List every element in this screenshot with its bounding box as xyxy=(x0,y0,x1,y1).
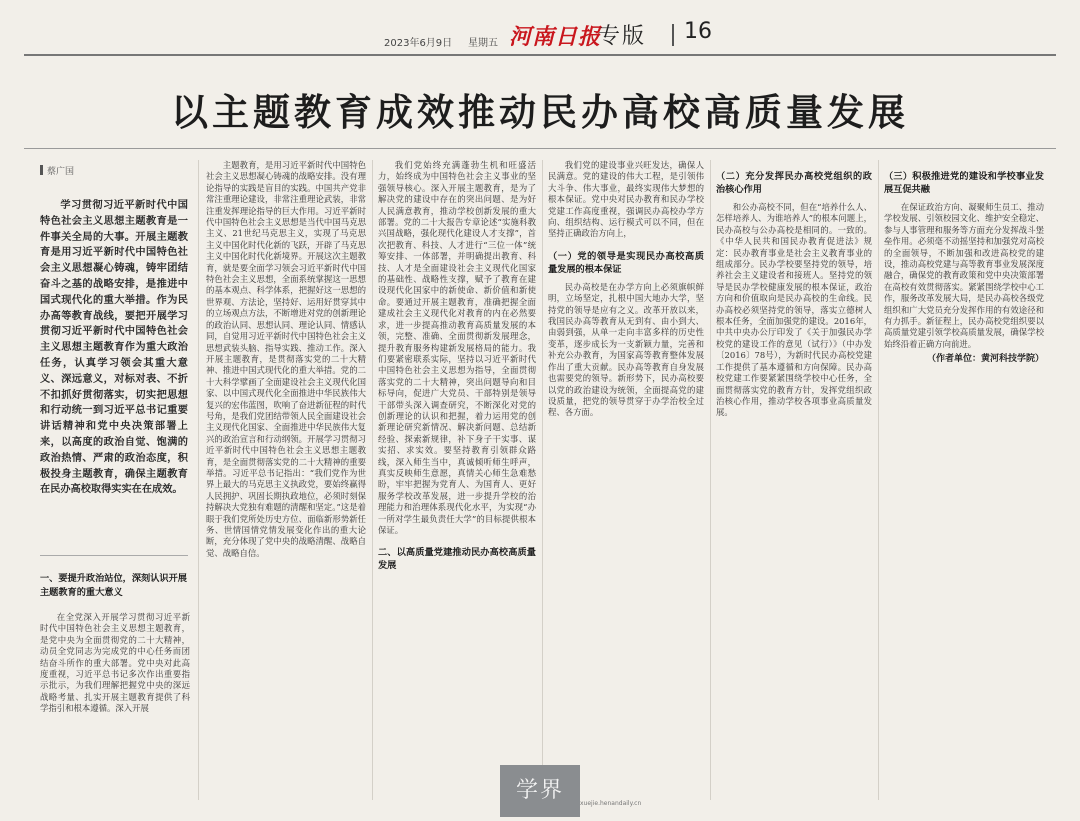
masthead xyxy=(24,18,1056,52)
column-2 xyxy=(206,160,366,810)
author-name: 蔡广国 xyxy=(47,167,75,177)
issue-weekday: 星期五 xyxy=(468,38,498,49)
column-6-text: 在保证政治方向、凝聚师生员工、推动学校发展、引领校园文化、维护安全稳定、参与人事管理和服务等方面充分发挥战斗堡垒作用。必须毫不动摇坚持和加强党对高校的全面领导，不断加强和改进高校党的建设，推动高校党建与高等教育事业发展深度融合，确保党的教育政策和党中央决策部署在高校有效贯彻落实。紧紧围绕学校中心工作，服务改革发展大局，是民办高校各级党组织和广大党员充分发挥作用的有效途径和有力抓手。新征程上，民办高校党组织要以高质量党建引领学校高质量发展，确保学校始终沿着正确方向前进。 xyxy=(884,202,1044,349)
column-1-text: 在全党深入开展学习贯彻习近平新时代中国特色社会主义思想主题教育，是党中央为全面贯彻党的二十大精神，动员全党同志为完成党的中心任务而团结奋斗所作的重大部署。党中央对此高度重视，习近平总书记多次作出重要指示批示，为我们理解把握党中央的深远战略考量、扎实开展主题教育提供了科学指引和根本遵循。深入开展 xyxy=(40,612,190,714)
byline-bar xyxy=(40,165,43,175)
column-stamp: 学界 xyxy=(500,765,580,817)
column-divider xyxy=(372,160,373,800)
column-5 xyxy=(716,160,872,810)
author-byline xyxy=(40,164,74,177)
issue-date: 2023年6月9日 xyxy=(384,38,453,49)
column-4 xyxy=(548,160,704,810)
section-label: 专版 xyxy=(598,24,647,49)
section-2b-heading: （二）充分发挥民办高校党组织的政治核心作用 xyxy=(716,171,872,195)
column-divider xyxy=(878,160,879,800)
section-2-heading: 二、以高质量党建推动民办高校高质量发展 xyxy=(378,547,536,572)
intro-text: 学习贯彻习近平新时代中国特色社会主义思想主题教育是一件事关全局的大事。开展主题教育是用习近平新时代中国特色社会主义思想凝心铸魂，铸牢团结奋斗之基的战略安排，是推进中国式现代化的重大举措。作为民办高等教育战线，要把开展学习贯彻习近平新时代中国特色社会主义思想主题教育作为重大政治任务，认真学习领会其重大意义、深远意义，对标对表、不折不扣抓好贯彻落实，切实把思想和行动统一到习近平总书记重要讲话精神和党中央决策部署上来，以高度的政治自觉、饱满的政治热情、严肃的政治态度，积极投身主题教育，确保主题教育在民办高校取得实实在在成效。 xyxy=(40,200,188,496)
masthead-rule xyxy=(24,54,1056,56)
column-1-body xyxy=(40,612,190,762)
column-3-text: 我们党始终充满蓬勃生机和旺盛活力，始终成为中国特色社会主义事业的坚强领导核心。深入开展主题教育，是为了解决党的建设中存在的突出问题、是为好人民满意教育，推动学校创新发展的重大部署。党的二十大报告专章论述“实施科教兴国战略，强化现代化建设人才支撑”，首次把教育、科技、人才进行“三位一体”统筹安排、一体部署，并明确提出教育、科技、人才是全面建设社会主义现代化国家的基础性、战略性支撑，赋予了教育在建设现代化国家中的新使命、新价值和新使命。要通过开展主题教育，准确把握全面建成社会主义现代化对教育的内在必然要求，进一步提高推动教育高质量发展的本领，完整、准确、全面贯彻新发展理念，提升教育服务构建新发展格局的能力。我们要紧密联系实际，坚持以习近平新时代中国特色社会主义思想为指导，全面贯彻落实党的二十大精神，突出问题导向和目标导向，促进广大党员、干部特别是领导干部带头深入调查研究，不断深化对党的创新理论的认识和把握，着力运用党的创新理论研究新情况、解决新问题、总结新经验、探索新规律，补下身子干实事、谋实招、求实效。要坚持教育引领群众路线，深入师生当中，真诚倾听师生呼声，真实反映师生意愿，真情关心师生急难愁盼，牢牢把握为党育人、为国育人、更好服务学校改革发展，进一步提升学校的治理能力和治理体系现代化水平，为实现“办一所对学生最负责任大学”的目标提供根本保证。 xyxy=(378,160,536,535)
paper-logo: 河南日报 xyxy=(509,24,602,50)
column-2-text: 主题教育，是用习近平新时代中国特色社会主义思想凝心铸魂的战略安排。没有理论指导的实践是盲目的实践。中国共产党非常注重理论建设，非常注重理论武装，非常注重发挥理论指导的巨大作用。习近平新时代中国特色社会主义思想是当代中国马克思主义、21世纪马克思主义，实现了马克思主义中国化时代化新的飞跃，开辟了马克思主义中国化时代化新境界。开展这次主题教育，就是要全面学习领会习近平新时代中国特色社会主义思想，全面系统掌握这一思想的基本观点、科学体系，把握好这一思想的世界观、方法论，坚持好、运用好贯穿其中的立场观点方法，不断增进对党的创新理论的政治认同、思想认同、理论认同、情感认同，自觉用习近平新时代中国特色社会主义思想武装头脑、指导实践、推动工作。深入开展主题教育，是贯彻落实党的二十大精神、推进中国式现代化的重大举措。党的二十大科学擘画了全面建设社会主义现代化国家、以中国式现代化全面推进中华民族伟大复兴的宏伟蓝图，吹响了奋进新征程的时代号角，是我们党团结带领人民全面建设社会主义现代化国家、全面推进中华民族伟大复兴的政治宣言和行动纲领。开展学习贯彻习近平新时代中国特色社会主义思想主题教育，是全面贯彻落实党的二十大精神的重要举措。习近平总书记指出：“我们党作为世界上最大的马克思主义执政党，要始终赢得人民拥护、巩固长期执政地位，必须时刻保持解决大党独有难题的清醒和坚定。”这是着眼于我们党所处历史方位、面临新形势新任务、世情国情党情发展变化作出的重大论断，充分体现了党中央的战略清醒、战略自觉、战略自信。 xyxy=(206,160,366,558)
column-divider xyxy=(542,160,543,800)
section-1-heading: 一、要提升政治站位，深刻认识开展主题教育的重大意义 xyxy=(40,573,187,598)
column-divider xyxy=(198,160,199,800)
column-4a-text: 我们党的建设事业兴旺发达，确保人民满意。党的建设的伟大工程，是引领伟大斗争、伟大事业，最终实现伟大梦想的根本保证。党中央对民办教育和民办学校党建工作高度重视，强调民办高校办学方向、组织结构、运行模式可以不同，但在坚持正确政治方向上， xyxy=(548,160,704,239)
intro-summary xyxy=(40,198,188,498)
stamp-url: xuejie.henandaily.cn xyxy=(580,800,642,807)
section-2a-heading: （一）党的领导是实现民办高校高质量发展的根本保证 xyxy=(548,250,704,275)
headline-rule xyxy=(24,148,1056,149)
column-3 xyxy=(378,160,536,810)
column-divider xyxy=(710,160,711,800)
column-5-text: 和公办高校不同，但在“培养什么人、怎样培养人、为谁培养人”的根本问题上，民办高校与公办高校是相同的。一致的。《中华人民共和国民办教育促进法》规定：民办教育事业是社会主义教育事业的组成部分。民办学校要坚持党的领导，培养社会主义建设者和接班人。坚持党的领导是民办学校健康发展的根本保证，政治方向和价值取向是民办高校的生命线。民办高校必须坚持党的领导，落实立德树人根本任务，全面加强党的建设。2016年，中共中央办公厅印发了《关于加强民办学校党的建设工作的意见（试行）》（中办发〔2016〕78号），为新时代民办高校党建工作提供了基本遵循和方向保障。民办高校党建工作要紧紧围绕学校中心任务，全面贯彻落实党的教育方针，发挥党组织政治核心作用，推动学校各项事业高质量发展。 xyxy=(716,202,872,418)
author-credit: （作者单位：黄河科技学院） xyxy=(926,354,1044,365)
column-6 xyxy=(884,160,1044,810)
page-headline: 以主题教育成效推动民办高校高质量发展 xyxy=(171,91,909,134)
page-number: 16 xyxy=(684,19,712,44)
column-4b-text: 民办高校是在办学方向上必须旗帜鲜明，立场坚定，扎根中国大地办大学，坚持党的领导是应有之义。改革开放以来，我国民办高等教育从无到有、由小到大、由弱到强，从单一走向丰富多样的历史性变革，逐步成长为一支新颖力量，完善和补充公办教育，为国家高等教育整体发展作出了重大贡献。民办高等教育自身发展也需要党的领导。新形势下，民办高校要以党的政治建设为统领，全面提高党的建设质量，把党的领导贯穿于办学治校全过程、各方面。 xyxy=(548,281,704,418)
section-2c-heading: （三）积极推进党的建设和学校事业发展互促共融 xyxy=(884,171,1044,195)
masthead-divider xyxy=(672,24,674,46)
intro-rule xyxy=(40,555,188,556)
